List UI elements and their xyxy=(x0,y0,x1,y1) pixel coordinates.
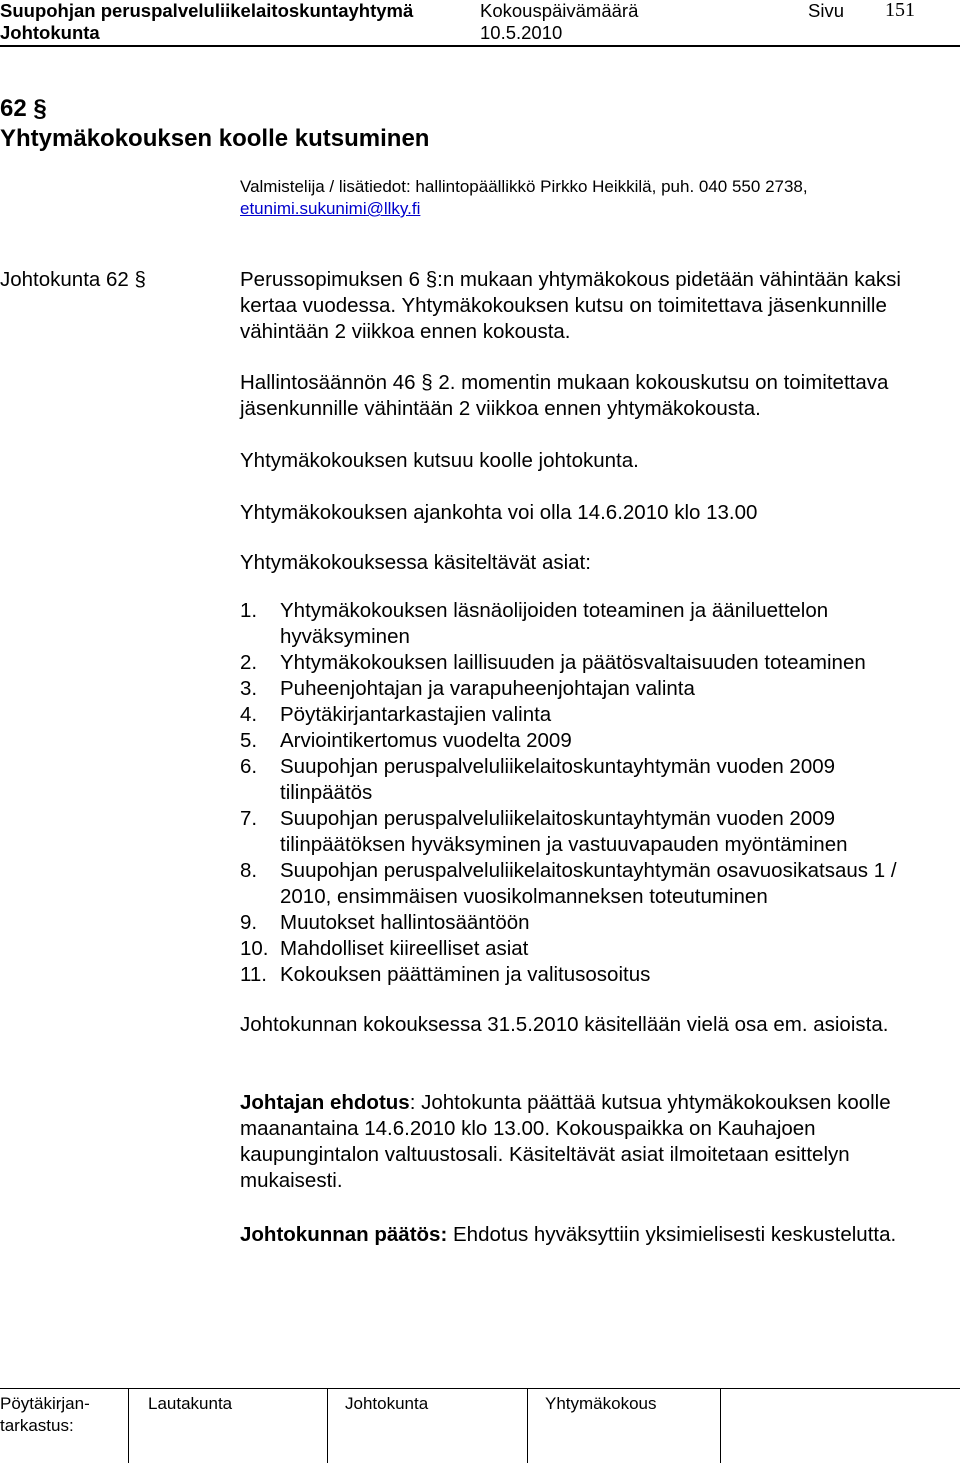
footer-inspection-label-2: tarkastus: xyxy=(0,1416,74,1435)
list-item-number: 7. xyxy=(240,807,258,830)
list-item-text: Pöytäkirjantarkastajien valinta xyxy=(280,703,552,726)
list-item-number: 5. xyxy=(240,729,258,752)
header-page-number: 151 xyxy=(885,0,915,21)
footer-board-label: Lautakunta xyxy=(148,1394,233,1413)
header-divider xyxy=(0,45,960,47)
preparer-info: Valmistelija / lisätiedot: hallintopäällikkö Pirkko Heikkilä, puh. 040 550 2738, xyxy=(240,177,808,196)
footer-column-divider xyxy=(327,1389,328,1463)
paragraph-agreement: Perussopimuksen 6 §:n mukaan yhtymäkokous pidetään vähintään kaksi kertaa vuodessa. Yhtymäkokouksen kutsu on toimitettava jäsenkunnille vähintään 2 viikkoa ennen kokousta. xyxy=(240,268,901,343)
paragraph-regulation: Hallintosäännön 46 § 2. momentin mukaan kokouskutsu on toimitettava jäsenkunnille vähintään 2 viikkoa ennen yhtymäkokousta. xyxy=(240,371,889,420)
list-item-number: 10. xyxy=(240,937,269,960)
list-item xyxy=(240,754,930,806)
paragraph-agenda-heading: Yhtymäkokouksessa käsiteltävät asiat: xyxy=(240,551,591,574)
list-item xyxy=(240,806,930,858)
list-item xyxy=(240,676,930,702)
list-item-number: 3. xyxy=(240,677,258,700)
preparer-email-link[interactable]: etunimi.sukunimi@llky.fi xyxy=(240,199,421,218)
list-item-number: 1. xyxy=(240,599,258,622)
list-item-text: Kokouksen päättäminen ja valitusosoitus xyxy=(280,963,651,986)
list-item xyxy=(240,962,930,988)
header-page-label: Sivu xyxy=(808,0,844,21)
list-item-number: 9. xyxy=(240,911,258,934)
proposal-paragraph xyxy=(240,1090,920,1194)
list-item-text: Suupohjan peruspalveluliikelaitoskuntayhtymän osavuosikatsaus 1 / 2010, ensimmäisen vuosikolmanneksen toteutuminen xyxy=(280,859,897,908)
section-title: Yhtymäkokouksen koolle kutsuminen xyxy=(0,125,430,152)
list-item-number: 6. xyxy=(240,755,258,778)
list-item-number: 11. xyxy=(240,963,267,986)
list-item xyxy=(240,650,930,676)
paragraph-later-meeting: Johtokunnan kokouksessa 31.5.2010 käsitellään vielä osa em. asioista. xyxy=(240,1013,889,1036)
list-item-number: 4. xyxy=(240,703,258,726)
header-body: Johtokunta xyxy=(0,22,100,43)
header-org: Suupohjan peruspalveluliikelaitoskuntayhtymä xyxy=(0,0,414,21)
header-meeting-date-label: Kokouspäivämäärä xyxy=(480,0,639,21)
decision-paragraph xyxy=(240,1222,920,1248)
footer-column-divider xyxy=(527,1389,528,1463)
list-item xyxy=(240,598,930,650)
list-item-text: Puheenjohtajan ja varapuheenjohtajan valinta xyxy=(280,677,695,700)
list-item xyxy=(240,728,930,754)
list-item-text: Suupohjan peruspalveluliikelaitoskuntayhtymän vuoden 2009 tilinpäätöksen hyväksyminen ja vastuuvapauden myöntäminen xyxy=(280,807,848,856)
header-meeting-date: 10.5.2010 xyxy=(480,22,563,43)
paragraph-date: Yhtymäkokouksen ajankohta voi olla 14.6.2010 klo 13.00 xyxy=(240,501,758,524)
section-number: 62 § xyxy=(0,95,47,122)
list-item xyxy=(240,936,930,962)
list-item-number: 8. xyxy=(240,859,258,882)
proposal-label: Johtajan ehdotus xyxy=(240,1091,410,1114)
footer-inspection-label-1: Pöytäkirjan- xyxy=(0,1394,90,1413)
list-item-number: 2. xyxy=(240,651,258,674)
agenda-list xyxy=(240,598,930,988)
list-item xyxy=(240,702,930,728)
footer-divider xyxy=(0,1388,960,1389)
footer-federation-meeting-label: Yhtymäkokous xyxy=(545,1394,657,1413)
list-item-text: Yhtymäkokouksen läsnäolijoiden toteaminen ja ääniluettelon hyväksyminen xyxy=(280,599,829,648)
decision-text: Ehdotus hyväksyttiin yksimielisesti keskustelutta. xyxy=(447,1223,897,1246)
footer-column-divider xyxy=(128,1389,129,1463)
list-item-text: Yhtymäkokouksen laillisuuden ja päätösvaltaisuuden toteaminen xyxy=(280,651,866,674)
minutes-section-label: Johtokunta 62 § xyxy=(0,268,146,291)
footer-executive-board-label: Johtokunta xyxy=(345,1394,429,1413)
list-item xyxy=(240,910,930,936)
list-item-text: Suupohjan peruspalveluliikelaitoskuntayhtymän vuoden 2009 tilinpäätös xyxy=(280,755,836,804)
list-item xyxy=(240,858,930,910)
list-item-text: Mahdolliset kiireelliset asiat xyxy=(280,937,529,960)
proposal-text: : Johtokunta päättää kutsua yhtymäkokouksen koolle maanantaina 14.6.2010 klo 13.00. Kokouspaikka on Kauhajoen kaupungintalon valtuustosali. Käsiteltävät asiat ilmoitetaan esittelyn mukaisesti. xyxy=(240,1091,891,1192)
list-item-text: Muutokset hallintosääntöön xyxy=(280,911,530,934)
list-item-text: Arviointikertomus vuodelta 2009 xyxy=(280,729,572,752)
decision-label: Johtokunnan päätös: xyxy=(240,1223,448,1246)
footer-column-divider xyxy=(720,1389,721,1463)
paragraph-convener: Yhtymäkokouksen kutsuu koolle johtokunta. xyxy=(240,449,639,472)
